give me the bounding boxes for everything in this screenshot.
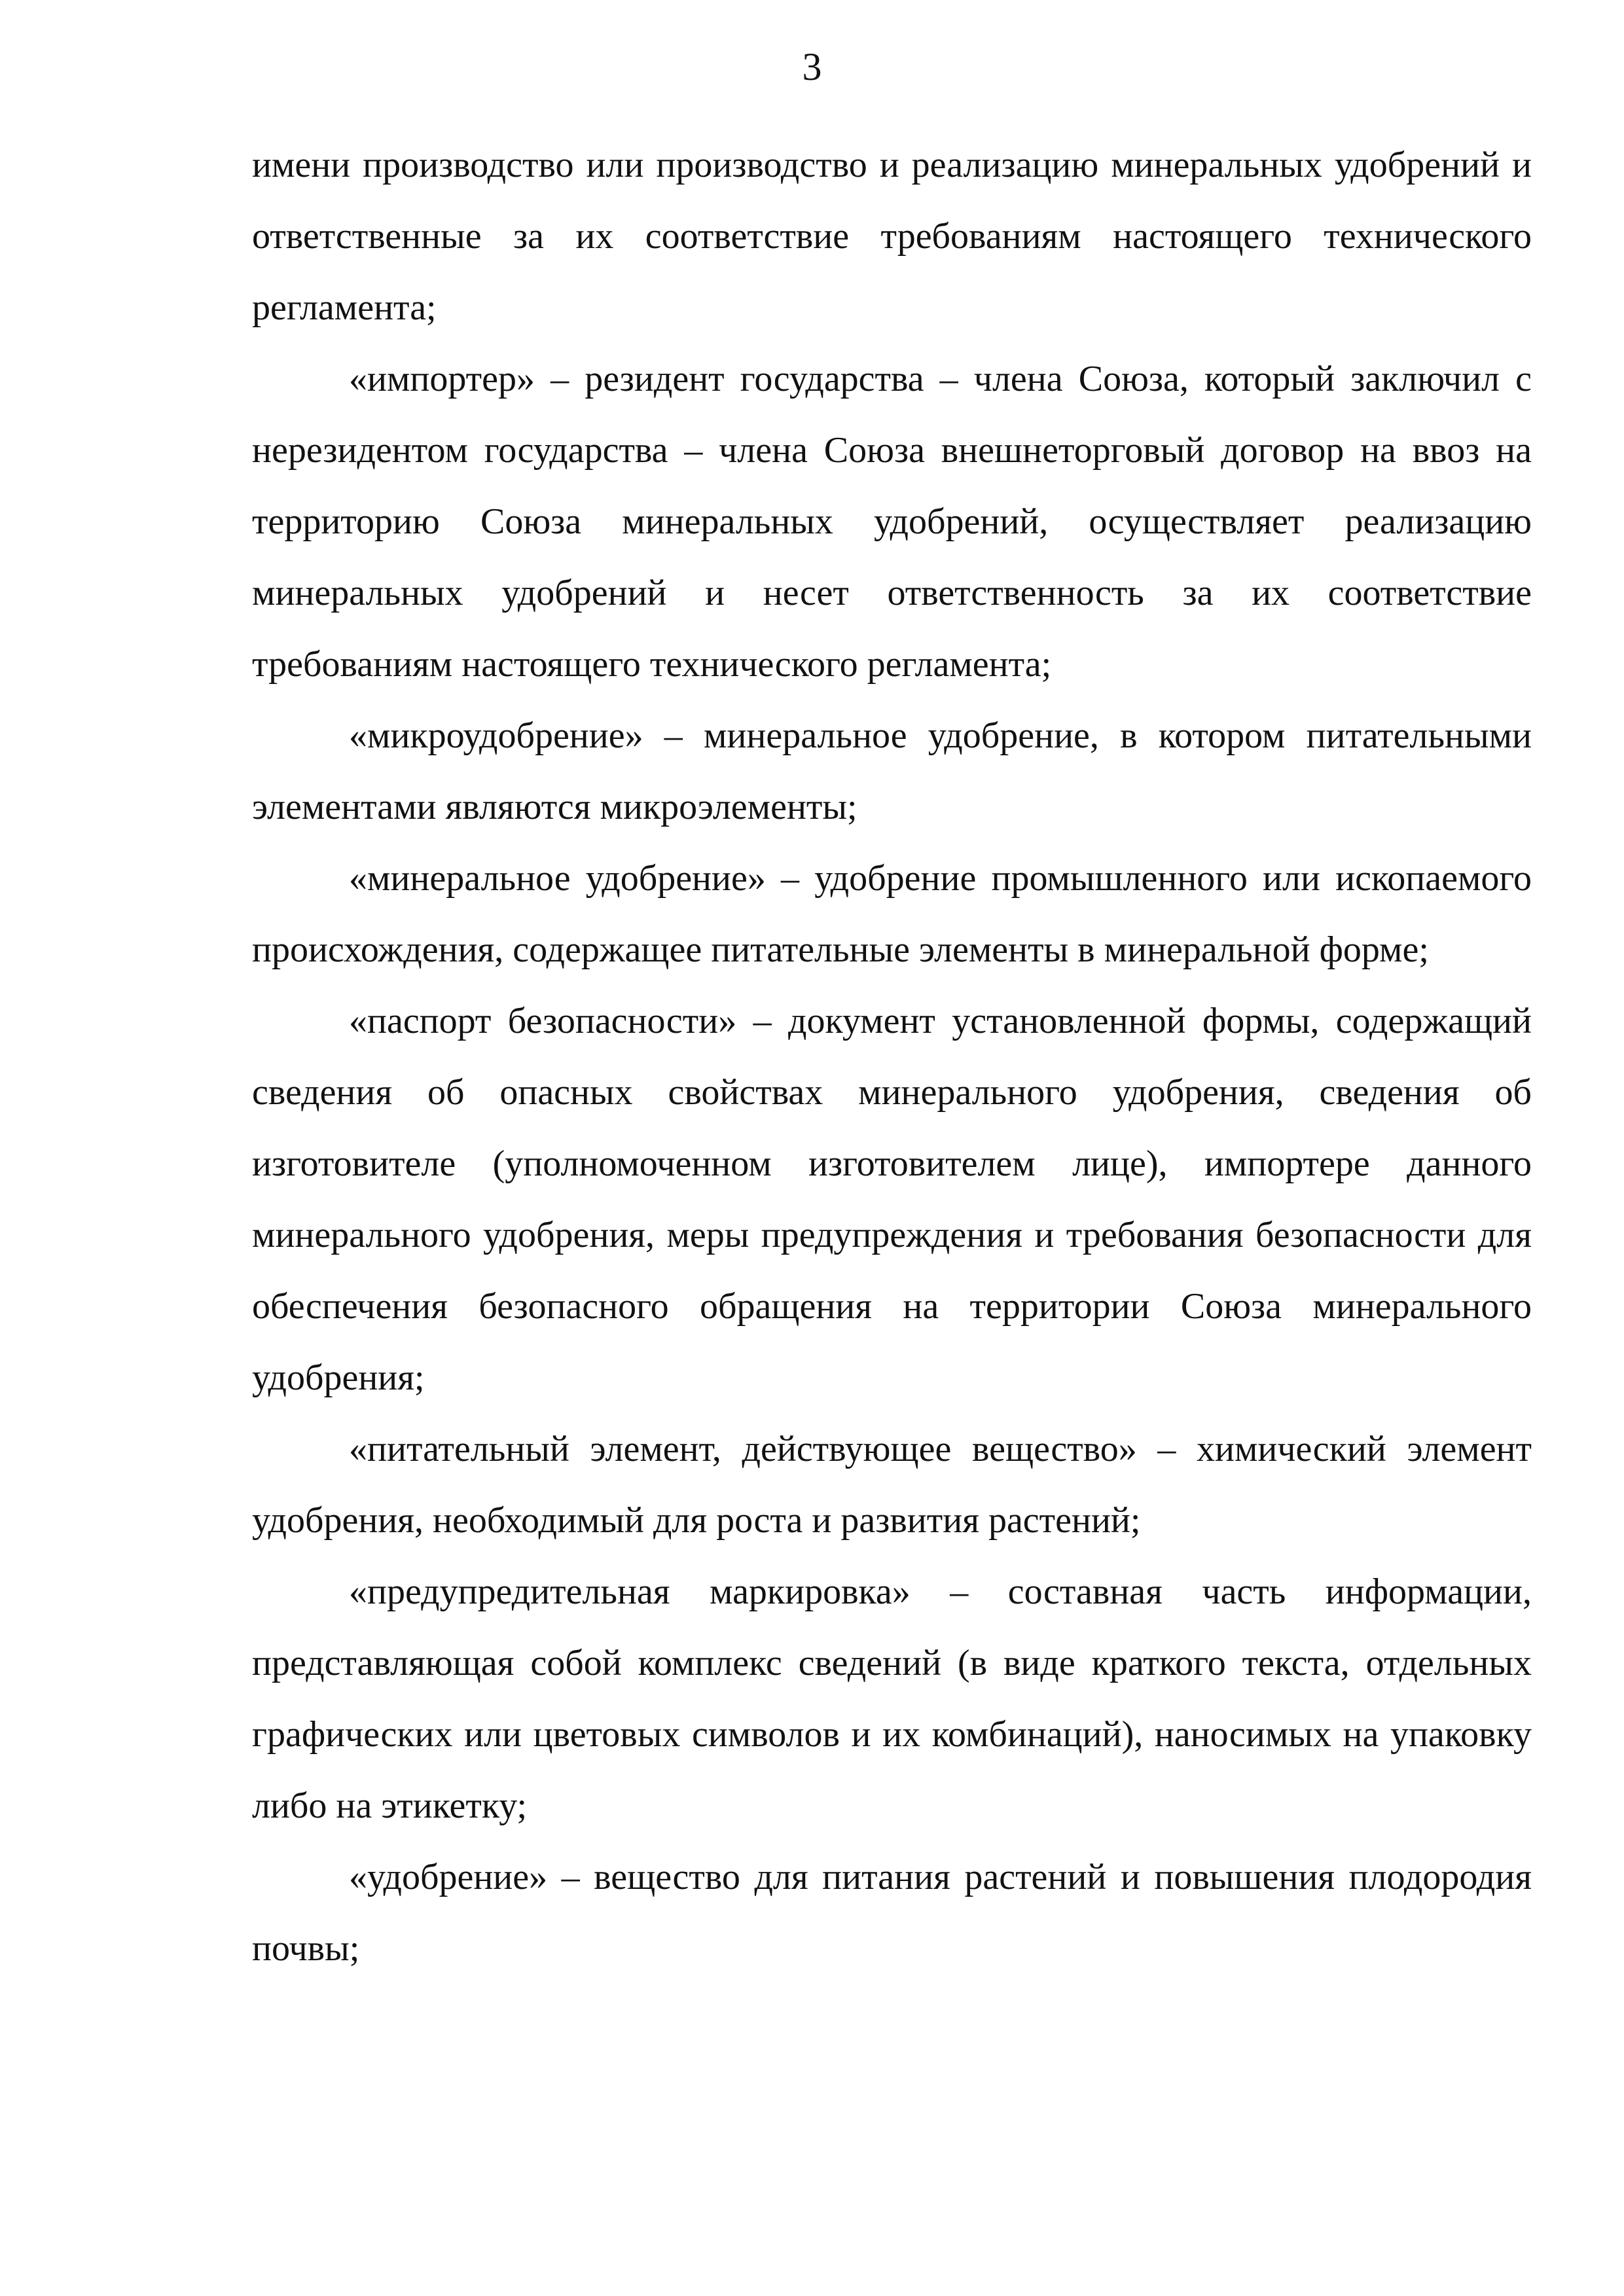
definition-warning-labeling: «предупредительная маркировка» – составная часть информации, представляющая собой комплекс сведений (в виде краткого текста, отдельных графических или цветовых символов и их комбинаций), наносимых на упаковку либо на этикетку; <box>252 1571 1532 1826</box>
definition-microfertilizer: «микроудобрение» – минеральное удобрение, в котором питательными элементами являются микроэлементы; <box>252 715 1532 827</box>
paragraph-continuation: имени производство или производство и реализацию минеральных удобрений и ответственные за их соответствие требованиям настоящего технического регламента; <box>252 145 1532 328</box>
definition-mineral-fertilizer: «минеральное удобрение» – удобрение промышленного или ископаемого происхождения, содержащее питательные элементы в минеральной форме; <box>252 858 1532 970</box>
definition-nutrient-element: «питательный элемент, действующее вещество» – химический элемент удобрения, необходимый для роста и развития растений; <box>252 1429 1532 1541</box>
definition-fertilizer: «удобрение» – вещество для питания растений и повышения плодородия почвы; <box>252 1857 1532 1969</box>
definition-safety-passport: «паспорт безопасности» – документ установленной формы, содержащий сведения об опасных свойствах минерального удобрения, сведения об изготовителе (уполномоченном изготовителем лице), импортере данного минерального удобрения, меры предупреждения и требования безопасности для обеспечения безопасного обращения на территории Союза минерального удобрения; <box>252 1001 1532 1398</box>
document-body <box>252 130 1532 1984</box>
page-number: 3 <box>802 45 822 88</box>
definition-importer: «импортер» – резидент государства – члена Союза, который заключил с нерезидентом государства – члена Союза внешнеторговый договор на ввоз на территорию Союза минеральных удобрений, осуществляет реализацию минеральных удобрений и несет ответственность за их соответствие требованиям настоящего технического регламента; <box>252 359 1532 685</box>
